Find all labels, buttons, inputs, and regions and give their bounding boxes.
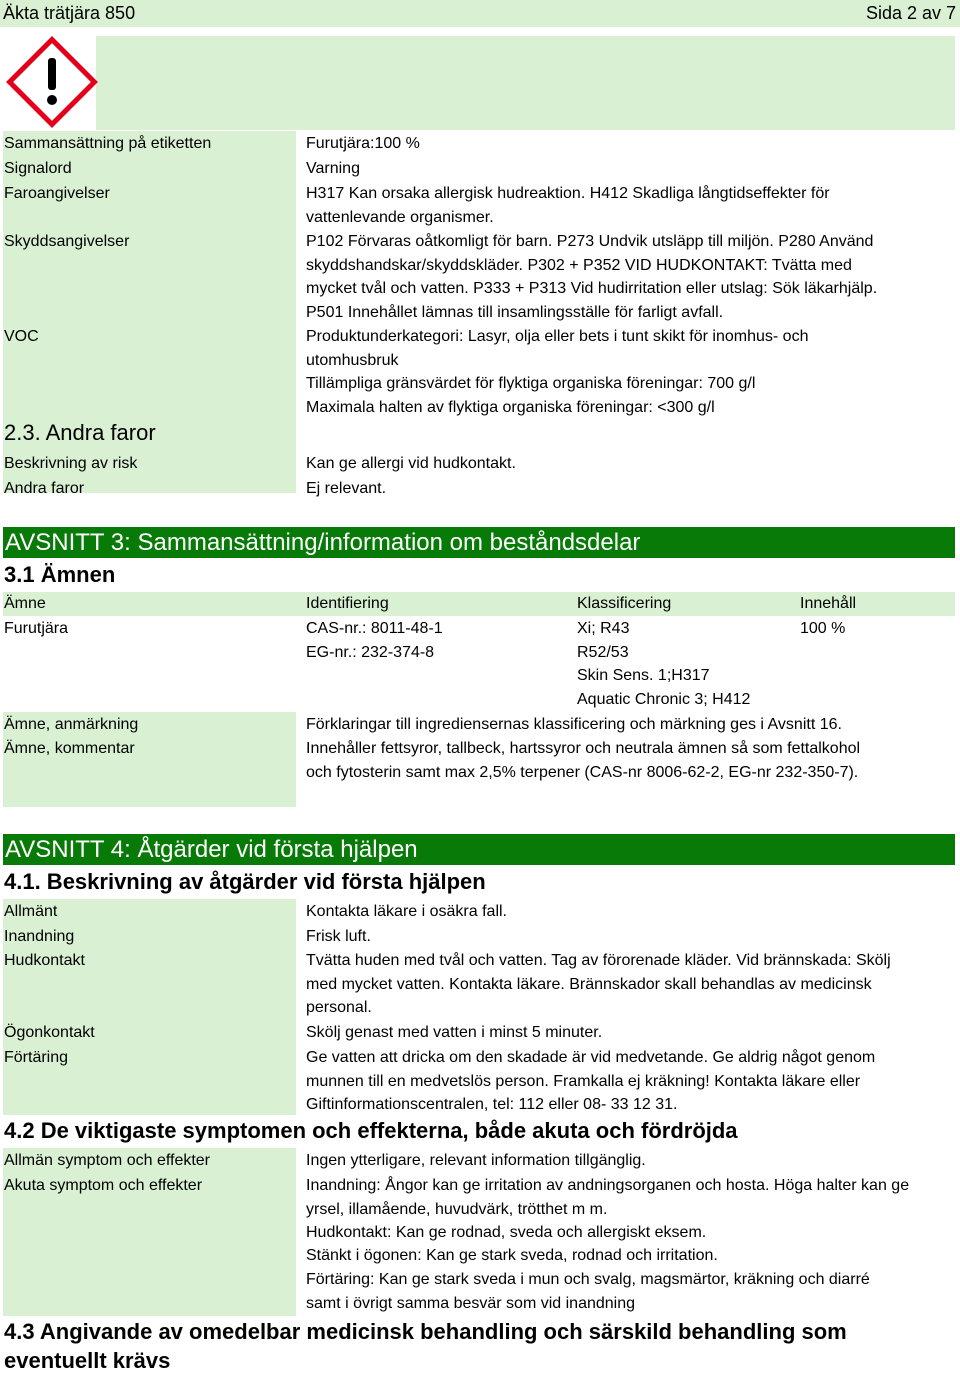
section-4-2-heading: 4.2 De viktigaste symptomen och effekterna, både akuta och fördröjda bbox=[4, 1118, 738, 1143]
ghs07-exclamation-icon bbox=[6, 36, 98, 128]
value-inandning: Frisk luft. bbox=[306, 928, 371, 945]
section-4-1-heading: 4.1. Beskrivning av åtgärder vid första hjälpen bbox=[4, 869, 486, 894]
section-3-1-heading bbox=[4, 562, 115, 588]
value-andra-faror: Ej relevant. bbox=[306, 480, 387, 497]
label-hudkontakt: Hudkontakt bbox=[4, 952, 85, 969]
value-skyddsangivelser: P102 Förvaras oåtkomligt för barn. P273 Undvik utsläpp till miljön. P280 Använd skyddshandskar/skyddskläder. P302 + P352 VID HUDKONTAKT: Tvätta med mycket tvål och vatten. P333 + P313 Vid hudirritation eller utslag: Sök läkarhjälp. P501 Innehållet lämnas till insamlingsställe för farligt avfall. bbox=[306, 233, 878, 321]
label-akuta-symptom: Akuta symptom och effekter bbox=[4, 1177, 203, 1194]
substance-name: Furutjära bbox=[4, 620, 69, 637]
value-hudkontakt: Tvätta huden med tvål och vatten. Tag av förorenade kläder. Vid brännskada: Skölj med mycket vatten. Kontakta läkare. Brännskador skall behandlas av medicinsk personal. bbox=[306, 952, 891, 1016]
value-fortaring: Ge vatten att dricka om den skadade är vid medvetande. Ge aldrig något genom munnen till en medvetslös person. Framkalla ej kräkning! Kontakta läkare eller Giftinformationscentralen, tel: 112 eller 08- 33 12 31. bbox=[306, 1049, 876, 1113]
page-number: Sida 2 av 7 bbox=[865, 3, 956, 23]
section-4-3-heading: 4.3 Angivande av omedelbar medicinsk behandling och särskild behandling som eventuellt krävs bbox=[4, 1319, 847, 1373]
value-allmant: Kontakta läkare i osäkra fall. bbox=[306, 903, 507, 920]
class-line-1: Xi; R43 bbox=[577, 620, 630, 637]
label-fortaring: Förtäring bbox=[4, 1049, 69, 1066]
label-sammansattning: Sammansättning på etiketten bbox=[4, 135, 212, 152]
section-2-3-heading: 2.3. Andra faror bbox=[4, 420, 296, 446]
label-amne-anmarkning: Ämne, anmärkning bbox=[4, 716, 139, 733]
class-line-2: R52/53 bbox=[577, 644, 629, 661]
section-4-title: AVSNITT 4: Åtgärder vid första hjälpen bbox=[3, 834, 955, 865]
label-amne-kommentar: Ämne, kommentar bbox=[4, 740, 135, 757]
table-header-klassificering: Klassificering bbox=[577, 595, 672, 612]
table-header-amne: Ämne bbox=[4, 595, 46, 612]
value-voc-line-1: Produktunderkategori: Lasyr, olja eller bets i tunt skikt för inomhus- och utomhusbruk bbox=[306, 328, 809, 369]
document-title: Äkta trätjära 850 bbox=[3, 3, 136, 23]
section-3-1-text: 3.1 Ämnen bbox=[4, 562, 116, 587]
value-voc-line-3: Maximala halten av flyktiga organiska föreningar: <300 g/l bbox=[306, 399, 715, 416]
eg-number: EG-nr.: 232-374-8 bbox=[306, 644, 435, 661]
pictogram-band bbox=[96, 36, 955, 130]
value-faroangivelser: H317 Kan orsaka allergisk hudreaktion. H412 Skadliga långtidseffekter för vattenlevande organismer. bbox=[306, 185, 830, 226]
substance-content: 100 % bbox=[800, 620, 846, 637]
class-line-4: Aquatic Chronic 3; H412 bbox=[577, 691, 751, 708]
label-beskrivning-av-risk: Beskrivning av risk bbox=[4, 455, 138, 472]
label-andra-faror: Andra faror bbox=[4, 480, 85, 497]
label-allmant: Allmänt bbox=[4, 903, 58, 920]
value-akuta-line-4: Förtäring: Kan ge stark sveda i mun och svalg, magsmärtor, kräkning och diarré samt i övrigt samma besvär som vid inandning bbox=[306, 1271, 870, 1312]
label-voc: VOC bbox=[4, 328, 39, 345]
section-3-title: AVSNITT 3: Sammansättning/information om beståndsdelar bbox=[3, 527, 955, 558]
label-inandning: Inandning bbox=[4, 928, 75, 945]
label-allman-symptom: Allmän symptom och effekter bbox=[4, 1152, 211, 1169]
cas-number: CAS-nr.: 8011-48-1 bbox=[306, 620, 443, 637]
value-amne-kommentar: Innehåller fettsyror, tallbeck, hartssyror och neutrala ämnen så som fettalkohol och fytosterin samt max 2,5% terpener (CAS-nr 8006-62-2, EG-nr 232-350-7). bbox=[306, 740, 861, 781]
value-allman-symptom: Ingen ytterligare, relevant information tillgänglig. bbox=[306, 1152, 646, 1169]
value-amne-anmarkning: Förklaringar till ingrediensernas klassificering och märkning ges i Avsnitt 16. bbox=[306, 716, 842, 733]
value-akuta-line-2: Hudkontakt: Kan ge rodnad, sveda och allergiskt eksem. bbox=[306, 1224, 707, 1241]
table-header-innehall: Innehåll bbox=[800, 595, 857, 612]
label-ogonkontakt: Ögonkontakt bbox=[4, 1024, 95, 1041]
header-bar bbox=[0, 0, 960, 27]
value-beskrivning-av-risk: Kan ge allergi vid hudkontakt. bbox=[306, 455, 516, 472]
value-ogonkontakt: Skölj genast med vatten i minst 5 minuter. bbox=[306, 1024, 603, 1041]
class-line-3: Skin Sens. 1;H317 bbox=[577, 667, 710, 684]
label-signalord: Signalord bbox=[4, 160, 72, 177]
value-akuta-line-1: Inandning: Ångor kan ge irritation av andningsorganen och hosta. Höga halter kan ge yrsel, illamående, huvudvärk, trötthet m m. bbox=[306, 1177, 910, 1218]
value-akuta-line-3: Stänkt i ögonen: Kan ge stark sveda, rodnad och irritation. bbox=[306, 1247, 718, 1264]
value-sammansattning: Furutjära:100 % bbox=[306, 135, 420, 152]
value-voc-line-2: Tillämpliga gränsvärdet för flyktiga organiska föreningar: 700 g/l bbox=[306, 375, 756, 392]
label-skyddsangivelser: Skyddsangivelser bbox=[4, 233, 130, 250]
value-signalord: Varning bbox=[306, 160, 360, 177]
table-header-identifiering: Identifiering bbox=[306, 595, 389, 612]
label-faroangivelser: Faroangivelser bbox=[4, 185, 110, 202]
